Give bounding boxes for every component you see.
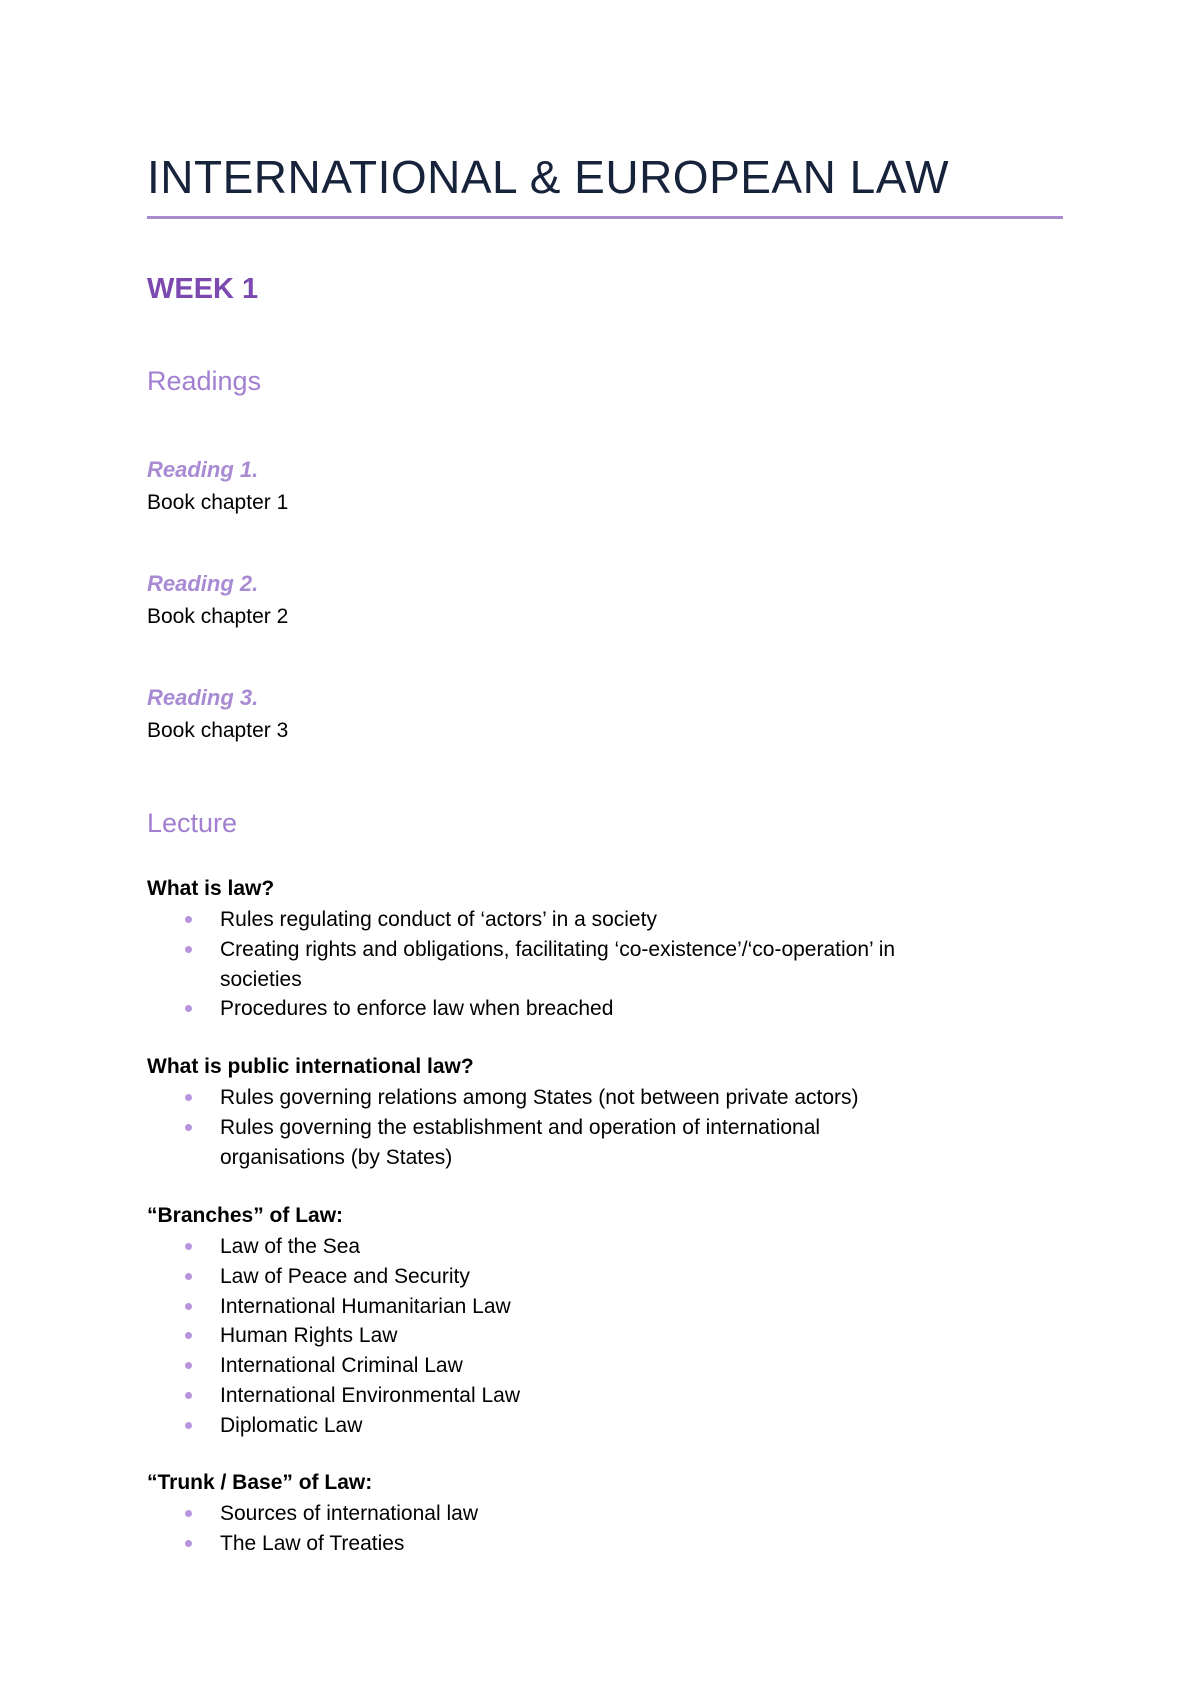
list-item-text: Rules governing relations among States (not between private actors) <box>220 1086 859 1109</box>
list-item <box>147 1262 947 1292</box>
list-item <box>147 1292 947 1322</box>
list-item <box>147 1529 947 1559</box>
list-item <box>147 1083 947 1113</box>
reading-1-title: Reading 1. <box>147 457 259 482</box>
list-item-text: The Law of Treaties <box>220 1531 405 1555</box>
bullet-dot-icon <box>185 1392 192 1399</box>
lecture-bullets-2 <box>147 1083 947 1172</box>
list-item-text: Procedures to enforce law when breached <box>220 997 614 1021</box>
bullet-dot-icon <box>185 1303 192 1310</box>
list-item <box>147 1113 947 1173</box>
list-item-text: Rules governing the establishment and operation of international organisations (by States) <box>220 1115 821 1169</box>
reading-1-text: Book chapter 1 <box>147 491 289 514</box>
reading-2-title: Reading 2. <box>147 571 259 596</box>
lecture-bullets-3 <box>147 1232 947 1441</box>
lecture-bullets-1 <box>147 905 947 1024</box>
lecture-heading: Lecture <box>147 808 238 838</box>
bullet-dot-icon <box>185 1005 192 1012</box>
lecture-question-4: “Trunk / Base” of Law: <box>147 1471 373 1494</box>
list-item-text: Human Rights Law <box>220 1324 398 1348</box>
list-item-text: Creating rights and obligations, facilitating ‘co-existence’/‘co-operation’ in societies <box>220 937 896 991</box>
list-item <box>147 1499 947 1529</box>
bullet-dot-icon <box>185 1094 192 1101</box>
lecture-bullets-4 <box>147 1499 947 1559</box>
list-item-text: Sources of international law <box>220 1502 478 1525</box>
bullet-dot-icon <box>185 1332 192 1339</box>
list-item-text: International Environmental Law <box>220 1383 521 1407</box>
lecture-question-2: What is public international law? <box>147 1055 474 1078</box>
list-item <box>147 905 947 935</box>
document-title: INTERNATIONAL & EUROPEAN LAW <box>147 151 950 203</box>
list-item <box>147 994 947 1024</box>
list-item-text: International Humanitarian Law <box>220 1294 511 1318</box>
bullet-dot-icon <box>185 946 192 953</box>
reading-3-text: Book chapter 3 <box>147 719 289 742</box>
list-item <box>147 1321 947 1351</box>
list-item-text: Law of Peace and Security <box>220 1264 470 1288</box>
list-item-text: Law of the Sea <box>220 1235 361 1258</box>
list-item-text: Rules regulating conduct of ‘actors’ in a society <box>220 908 657 931</box>
bullet-dot-icon <box>185 1243 192 1250</box>
list-item <box>147 935 947 995</box>
bullet-dot-icon <box>185 1362 192 1369</box>
bullet-dot-icon <box>185 1422 192 1429</box>
reading-2-text: Book chapter 2 <box>147 605 289 628</box>
reading-3-title: Reading 3. <box>147 685 259 710</box>
lecture-question-1: What is law? <box>147 877 275 900</box>
bullet-dot-icon <box>185 1273 192 1280</box>
list-item-text: Diplomatic Law <box>220 1413 363 1437</box>
list-item <box>147 1232 947 1262</box>
bullet-dot-icon <box>185 1124 192 1131</box>
readings-heading: Readings <box>147 366 262 396</box>
list-item-text: International Criminal Law <box>220 1354 463 1378</box>
bullet-dot-icon <box>185 1540 192 1547</box>
week-heading: WEEK 1 <box>147 273 259 305</box>
bullet-dot-icon <box>185 916 192 923</box>
title-divider <box>147 216 1063 219</box>
list-item <box>147 1351 947 1381</box>
lecture-question-3: “Branches” of Law: <box>147 1204 344 1227</box>
list-item <box>147 1411 947 1441</box>
bullet-dot-icon <box>185 1510 192 1517</box>
list-item <box>147 1381 947 1411</box>
